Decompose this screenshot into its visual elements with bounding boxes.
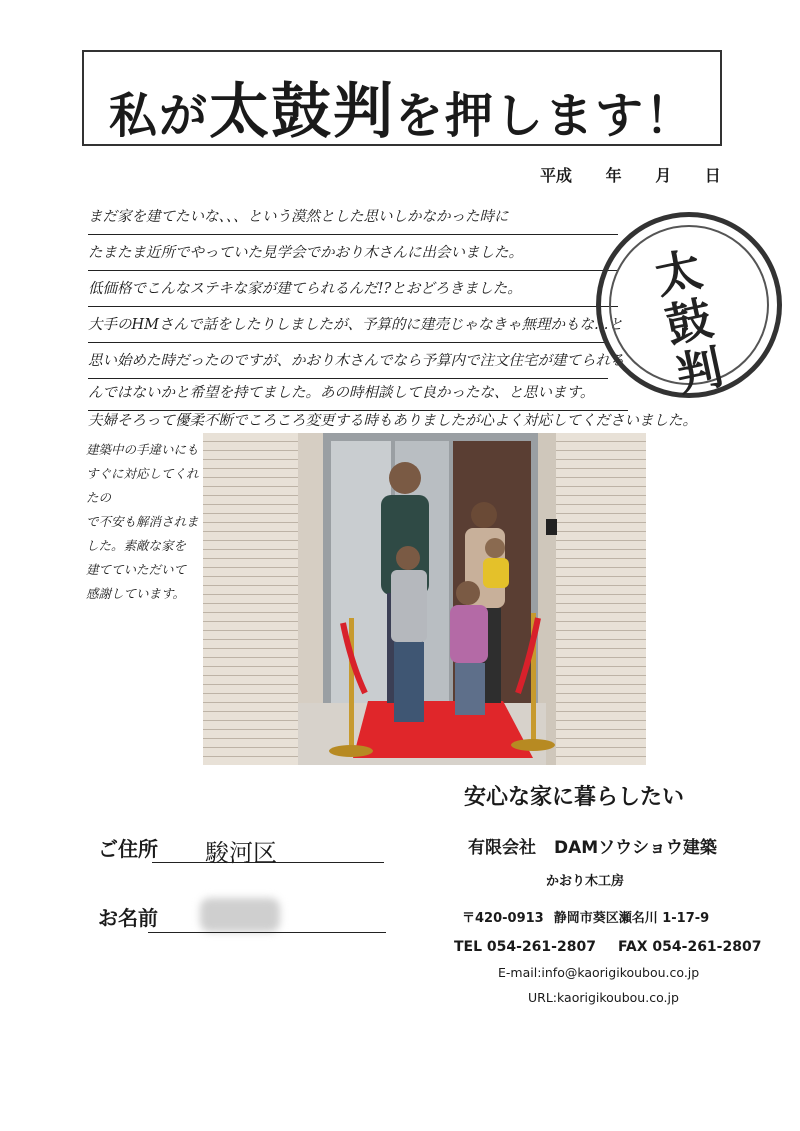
address-label: ご住所 — [98, 837, 158, 861]
date-day: 日 — [704, 166, 721, 185]
address-underline — [152, 862, 384, 863]
note-line: まだ家を建てたいな、、、という漠然とした思いしかなかった時に — [88, 200, 618, 235]
side-note-line: で不安も解消されま — [86, 514, 199, 529]
side-note-line: 建築中の手違いにも — [86, 442, 199, 457]
note-line: んではないかと希望を持てました。あの時相談して良かったな、と思います。 — [88, 376, 628, 411]
note-line: 大手のHMさんで話をしたりしましたが、予算的に建売じゃなきゃ無理かもな…と — [88, 308, 608, 343]
company-type: 有限会社 — [468, 838, 536, 858]
person-mother — [471, 502, 497, 528]
street-address: 静岡市葵区瀬名川 1-17-9 — [553, 911, 710, 926]
email-link[interactable]: E-mail:info@kaorigikoubou.co.jp — [498, 965, 700, 980]
side-note-line: 建てていただいて — [86, 562, 187, 577]
company-name — [468, 833, 717, 858]
left-wall — [203, 433, 298, 765]
contact-phone — [454, 939, 761, 955]
stamp-text — [587, 230, 790, 413]
person-girl — [456, 581, 480, 605]
shop-name: かおり木工房 — [546, 874, 625, 889]
taikoban-stamp — [596, 212, 782, 403]
fax-number: FAX 054-261-2807 — [617, 939, 762, 955]
company-title: DAMソウショウ建築 — [554, 838, 717, 858]
stamp-char: 太 — [650, 241, 707, 305]
red-carpet — [353, 701, 533, 758]
note-line: たまたま近所でやっていた見学会でかおり木さんに出会いました。 — [88, 236, 618, 271]
page-title — [84, 64, 720, 150]
name-label: お名前 — [98, 906, 158, 930]
title-highlight: 太鼓判 — [209, 77, 395, 147]
address-value: 駿河区 — [205, 839, 277, 867]
tel-number: TEL 054-261-2807 — [454, 939, 596, 955]
family-photo — [203, 433, 646, 765]
name-underline — [148, 932, 386, 933]
side-note — [86, 438, 204, 606]
title-box — [82, 50, 722, 146]
stamp-char: 鼓 — [660, 290, 718, 354]
side-note-line: した。素敵な家を — [86, 538, 187, 553]
date-year: 年 — [605, 166, 622, 185]
note-line: 夫婦そろって優柔不断でころころ変更する時もありましたが心よく対応してくださいました。 — [88, 413, 697, 429]
title-prefix: 私が — [108, 88, 209, 144]
side-note-line: すぐに対応してくれたの — [86, 466, 199, 505]
stamp-char: 判 — [671, 339, 728, 403]
date-era: 平成 — [540, 166, 573, 185]
title-suffix: を押します！ — [395, 88, 696, 144]
person-baby — [485, 538, 505, 558]
family-photo-illustration — [203, 433, 646, 765]
person-boy — [396, 546, 420, 570]
date-month: 月 — [655, 166, 672, 185]
company-address — [462, 907, 709, 926]
person-father — [389, 462, 421, 494]
gold-pole-left — [349, 618, 354, 748]
note-line: 思い始めた時だったのですが、かおり木さんでなら予算内で注文住宅が建てられる — [88, 344, 608, 379]
slogan: 安心な家に暮らしたい — [464, 785, 685, 810]
side-note-line: 感謝しています。 — [86, 586, 186, 601]
website-link[interactable]: URL:kaorigikoubou.co.jp — [528, 990, 679, 1005]
note-line: 低価格でこんなステキな家が建てられるんだ!?とおどろきました。 — [88, 272, 618, 307]
name-value-redacted — [200, 898, 280, 932]
postal-code: 〒420-0913 — [462, 911, 544, 926]
date-line — [540, 163, 749, 186]
